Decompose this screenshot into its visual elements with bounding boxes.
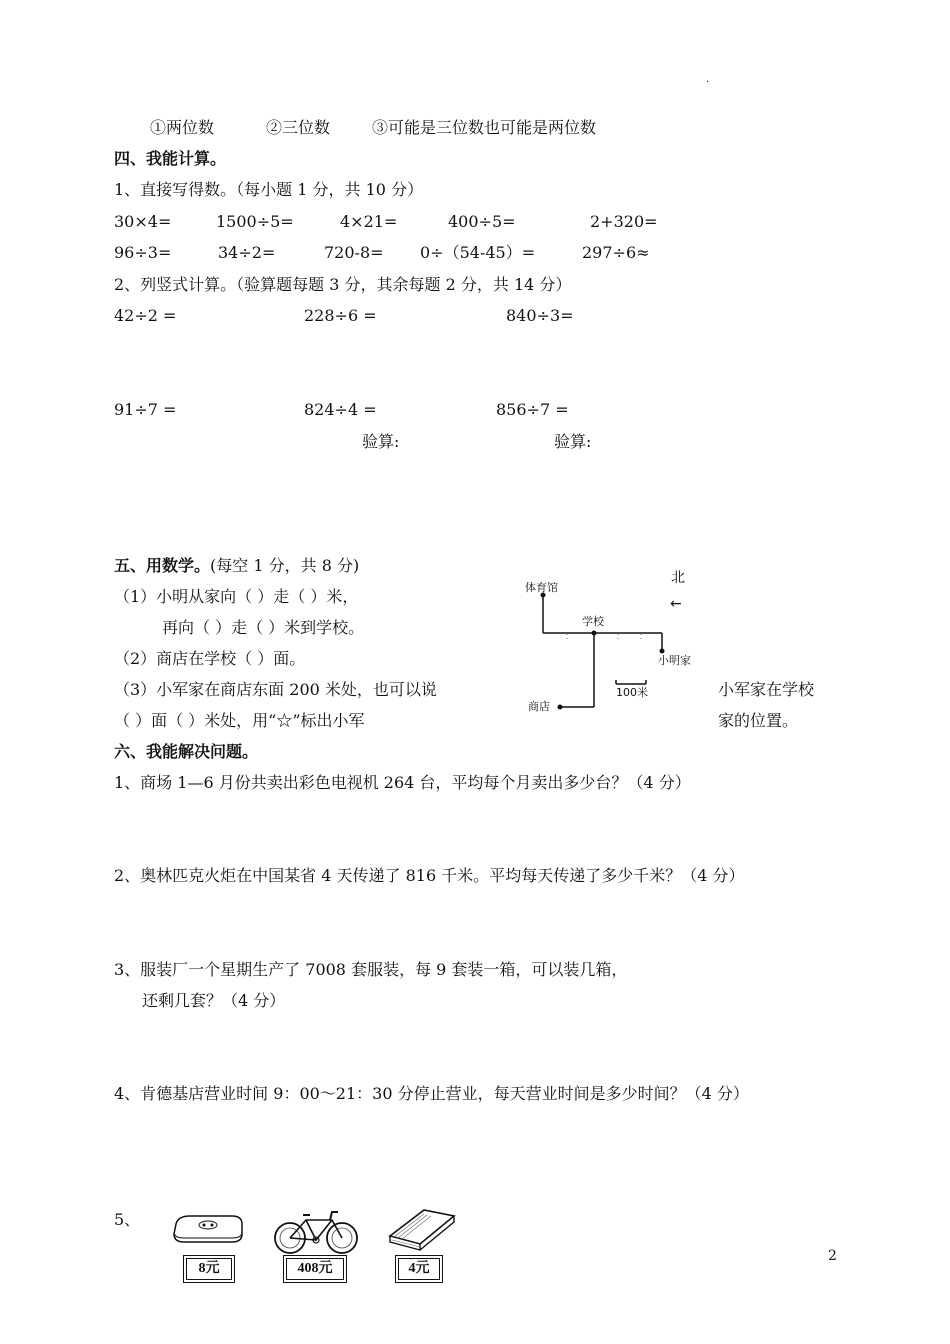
section5-header — [114, 556, 359, 576]
calc-item: 4×21= — [340, 212, 398, 231]
section4-q2-title: 2、列竖式计算。（验算题每题 3 分，其余每题 2 分，共 14 分） — [114, 275, 572, 294]
section5-title-note: (每空 1 分，共 8 分) — [210, 556, 360, 575]
calc-item: 2+320= — [590, 212, 658, 231]
calc-item: 400÷5= — [448, 212, 516, 231]
calc-item: 1500÷5= — [216, 212, 294, 231]
section6-q5-label: 5、 — [114, 1210, 141, 1229]
section6-q2: 2、奥林匹克火炬在中国某省 4 天传递了 816 千米。平均每天传递了多少千米？（4 分） — [114, 866, 745, 885]
shop-marker — [558, 705, 563, 710]
vertical-calc-item: 91÷7 = — [114, 400, 177, 419]
price-tag-pencil-box: 8元 — [186, 1258, 232, 1280]
vertical-calc-item: 228÷6 = — [304, 306, 377, 325]
calc-item: 34÷2= — [218, 243, 276, 262]
section6-q4: 4、肯德基店营业时间 9：00～21：30 分停止营业，每天营业时间是多少时间？（4 分） — [114, 1084, 749, 1103]
stray-dot: . — [706, 74, 710, 85]
north-arrow-icon: ← — [670, 596, 682, 612]
section6-q3-line2: 还剩几套？（4 分） — [142, 991, 286, 1010]
price-tag-book: 4元 — [398, 1258, 440, 1280]
map-label-school: 学校 — [582, 615, 604, 628]
calc-item: 96÷3= — [114, 243, 172, 262]
section5-q3-line2-left: （ ）面（ ）米处，用“☆”标出小军 — [114, 711, 365, 730]
calc-item: 30×4= — [114, 212, 172, 231]
section5-q1-line2: 再向（ ）走（ ）米到学校。 — [162, 618, 365, 637]
option-either: ③可能是三位数也可能是两位数 — [372, 118, 597, 137]
calc-item: 720-8= — [324, 243, 384, 262]
section5-q3-right: 小军家在学校 — [718, 680, 815, 699]
option-two-digit: ①两位数 — [150, 118, 215, 137]
map-scale-label: 100米 — [616, 686, 648, 699]
check-label: 验算: — [362, 432, 400, 451]
home-marker — [660, 649, 665, 654]
section4-title: 四、我能计算。 — [114, 149, 227, 168]
check-label: 验算: — [554, 432, 592, 451]
section6-q3-line1: 3、服装厂一个星期生产了 7008 套服装，每 9 套装一箱，可以装几箱， — [114, 960, 628, 979]
vertical-calc-item: 42÷2 = — [114, 306, 177, 325]
section5-title: 五、用数学。 — [114, 556, 211, 575]
map-label-gym: 体育馆 — [525, 581, 558, 594]
page-number: 2 — [828, 1248, 837, 1264]
vertical-calc-item: 824÷4 = — [304, 400, 377, 419]
school-marker — [592, 631, 597, 636]
map-north-label: 北 — [671, 570, 685, 586]
section5-q2: （2）商店在学校（ ）面。 — [114, 649, 306, 668]
vertical-calc-item: 840÷3= — [506, 306, 574, 325]
map-label-shop: 商店 — [528, 700, 550, 713]
calc-item: 0÷（54-45）= — [420, 243, 536, 262]
section6-title: 六、我能解决问题。 — [114, 742, 259, 761]
pencil-box-icon — [170, 1212, 246, 1248]
option-three-digit: ②三位数 — [266, 118, 331, 137]
section4-q1-title: 1、直接写得数。（每小题 1 分，共 10 分） — [114, 180, 424, 199]
section5-q3-left: （3）小军家在商店东面 200 米处，也可以说 — [114, 680, 437, 699]
book-icon — [386, 1206, 458, 1252]
bicycle-icon — [270, 1204, 362, 1256]
route-map — [520, 565, 710, 715]
section5-q3-line2-right: 家的位置。 — [718, 711, 799, 730]
section6-q1: 1、商场 1—6 月份共卖出彩色电视机 264 台，平均每个月卖出多少台？（4 分） — [114, 773, 691, 792]
section5-q1-line1: （1）小明从家向（ ）走（ ）米， — [114, 587, 359, 606]
vertical-calc-item: 856÷7 = — [496, 400, 569, 419]
calc-item: 297÷6≈ — [582, 243, 650, 262]
map-label-home: 小明家 — [658, 654, 691, 667]
price-tag-bicycle: 408元 — [286, 1258, 344, 1280]
